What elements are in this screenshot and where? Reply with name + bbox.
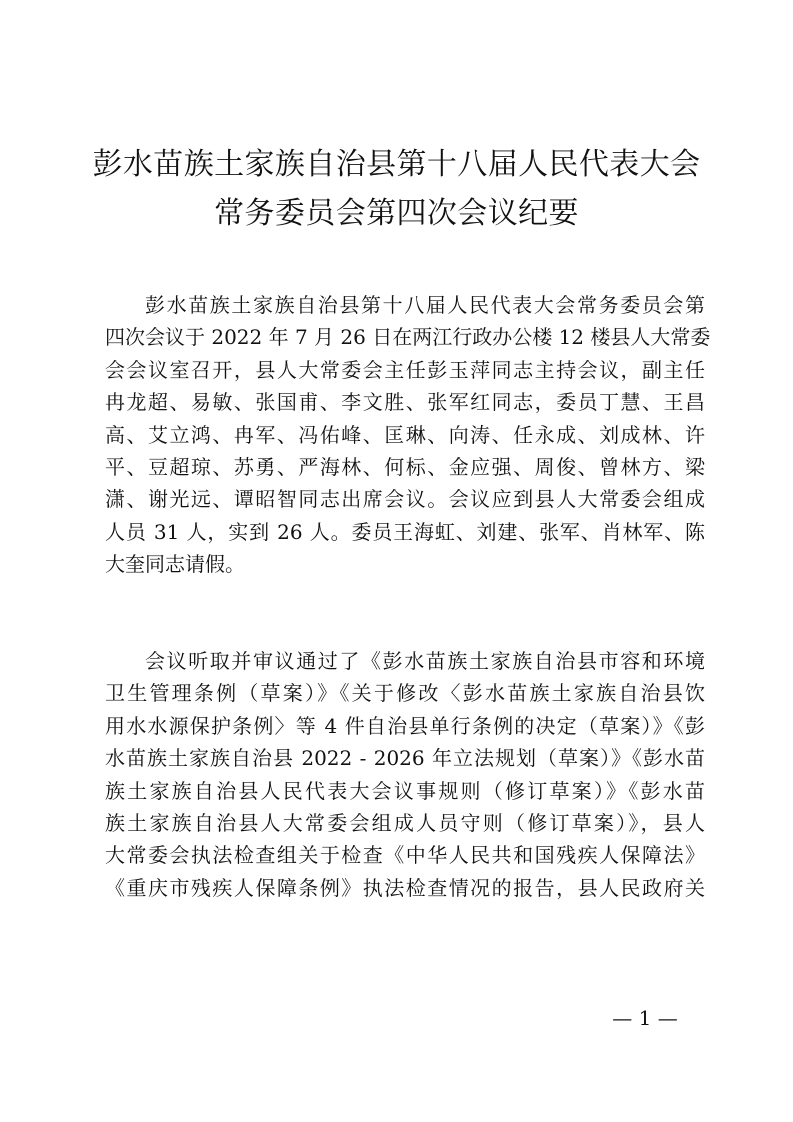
- paragraph-line: 水苗族土家族自治县 2022 - 2026 年立法规划（草案）》《彭水苗: [105, 746, 705, 771]
- document-title-line-1: 彭水苗族土家族自治县第十八届人民代表大会: [92, 147, 701, 182]
- paragraph-line: 人员 31 人，实到 26 人。委员王海虹、刘建、张军、肖林军、陈: [105, 519, 705, 544]
- paragraph-line: 卫生管理条例（草案）》《关于修改〈彭水苗族土家族自治县饮: [105, 681, 705, 706]
- paragraph-line: 会议听取并审议通过了《彭水苗族土家族自治县市容和环境: [145, 649, 705, 673]
- paragraph-line: 用水水源保护条例〉等 4 件自治县单行条例的决定（草案）》《彭: [105, 713, 705, 738]
- paragraph-line: 平、豆超琼、苏勇、严海林、何标、金应强、周俊、曾林方、梁: [105, 454, 705, 479]
- paragraph-line: 《重庆市残疾人保障条例》执法检查情况的报告，县人民政府关: [105, 875, 705, 900]
- paragraph-meeting-info: [105, 289, 711, 581]
- paragraph-line: 潇、谢光远、谭昭智同志出席会议。会议应到县人大常委会组成: [105, 487, 705, 512]
- page-number: — 1 —: [612, 1006, 678, 1030]
- paragraph-line: 大奎同志请假。: [105, 552, 245, 577]
- paragraph-line: 大常委会执法检查组关于检查《中华人民共和国残疾人保障法》: [105, 843, 705, 868]
- document-title-line-2: 常务委员会第四次会议纪要: [214, 196, 579, 231]
- paragraph-review-items: [105, 645, 705, 904]
- paragraph-line: 高、艾立鸿、冉军、冯佑峰、匡琳、向涛、任永成、刘成林、许: [105, 422, 705, 447]
- paragraph-line: 会会议室召开，县人大常委会主任彭玉萍同志主持会议，副主任: [105, 357, 705, 382]
- paragraph-line: 族土家族自治县人大常委会组成人员守则（修订草案）》，县人: [105, 810, 705, 835]
- paragraph-line: 冉龙超、易敏、张国甫、李文胜、张军红同志，委员丁慧、王昌: [105, 390, 705, 415]
- paragraph-line: 族土家族自治县人民代表大会议事规则（修订草案）》《彭水苗: [105, 778, 705, 803]
- paragraph-line: 彭水苗族土家族自治县第十八届人民代表大会常务委员会第: [145, 293, 705, 317]
- paragraph-line: 四次会议于 2022 年 7 月 26 日在两江行政办公楼 12 楼县人大常委: [105, 325, 711, 350]
